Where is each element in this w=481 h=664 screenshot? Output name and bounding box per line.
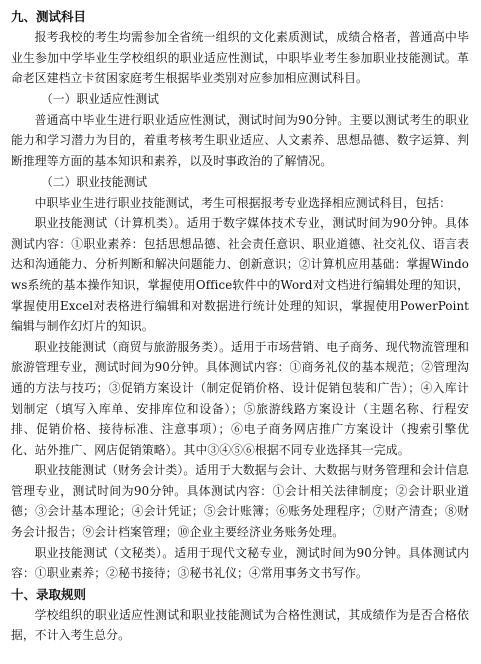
sub-heading-aptitude-test: （一）职业适应性测试 (41, 91, 159, 106)
skills-test-commerce-paragraph: 职业技能测试（商贸与旅游服务类）。适用于市场营销、电子商务、现代物流管理和旅游管理专业，测试时间为90分钟。具体测试内容：①商务礼仪的基本规范；②管理沟通的方法与技巧；③促销方案设计（制定促销价格、设计促销包装和广告）；④入库计划制定（填写入库单、安排库位和设备）；⑤旅游线路方案设计（主题名称、行程安排、促销价格、接待标准、注意事项）；⑥电子商务网店推广方案设计（搜索引擎优化、站外推广、网店促销策略）。其中③④⑤⑥根据不同专业选择其一完成。 (11, 339, 469, 457)
admission-rules-paragraph: 学校组织的职业适应性测试和职业技能测试为合格性测试，其成绩作为是否合格依据，不计入考生总分。 (11, 607, 469, 643)
skills-test-secretary-paragraph: 职业技能测试（文秘类）。适用于现代文秘专业，测试时间为90分钟。具体测试内容：①职业素养；②秘书接待；③秘书礼仪；④常用事务文书写作。 (11, 545, 469, 581)
aptitude-test-paragraph: 普通高中毕业生进行职业适应性测试，测试时间为90分钟。主要以测试考生的职业能力和学习潜力为目的，着重考核考生职业适应、人文素养、思想品德、数字运算、判断推理等方面的基本知识和素养，以及时事政治的了解情况。 (11, 112, 469, 168)
skills-test-computer-paragraph: 职业技能测试（计算机类）。适用于数字媒体技术专业，测试时间为90分钟。具体测试内容：①职业素养：包括思想品德、社会责任意识、职业道德、社交礼仪、语言表达和沟通能力、分析判断和解决问题能力、创新意识；②计算机应用基础：掌握Windows系统的基本操作知识，掌握使用Office软件中的Word对文档进行编辑处理的知识，掌握使用Excel对表格进行编辑和对数据进行统计处理的知识，掌握使用PowerPoint编辑与制作幻灯片的知识。 (11, 216, 469, 334)
section-9-heading: 九、测试科目 (11, 9, 87, 24)
section-10-heading: 十、录取规则 (11, 586, 87, 602)
section-9-intro: 报考我校的考生均需参加全省统一组织的文化素质测试，成绩合格者，普通高中毕业生参加中学毕业生学校组织的职业适应性测试，中职毕业考生参加职业技能测试。革命老区建档立卡贫困家庭考生根据毕业类别对应参加相应测试科目。 (11, 30, 469, 86)
skills-test-finance-paragraph: 职业技能测试（财务会计类）。适用于大数据与会计、大数据与财务管理和会计信息管理专业，测试时间为90分钟。具体测试内容：①会计相关法律制度；②会计职业道德；③会计基本理论；④会计凭证；⑤会计账簿；⑥账务处理程序；⑦财产清查；⑧财务会计报告；⑨会计档案管理；⑩企业主要经济业务账务处理。 (11, 463, 469, 540)
sub-heading-skills-test: （二）职业技能测试 (41, 174, 148, 189)
skills-test-intro: 中职毕业生进行职业技能测试，考生可根据报考专业选择相应测试科目，包括： (34, 195, 451, 210)
